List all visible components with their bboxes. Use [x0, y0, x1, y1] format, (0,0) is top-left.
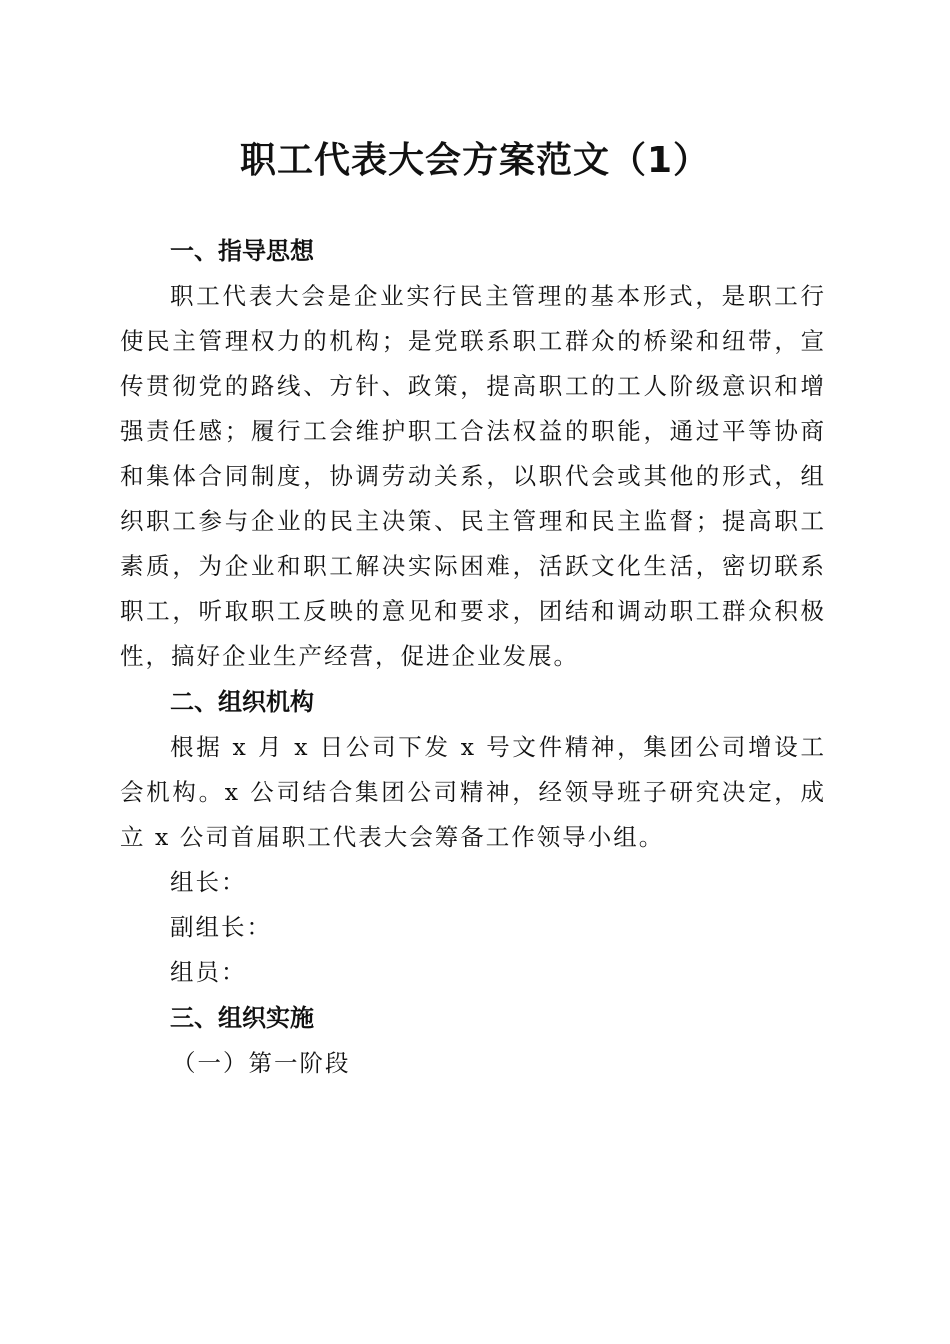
deputy-leader-line: 副组长： — [170, 913, 272, 941]
section-heading-organization: 二、组织机构 — [170, 688, 314, 716]
section-paragraph-guiding-ideology: 职工代表大会是企业实行民主管理的基本形式，是职工行使民主管理权力的机构；是党联系职工群众的桥梁和纽带，宣传贯彻党的路线、方针、政策，提高职工的工人阶级意识和增强责任感；履行工会维护职工合法权益的职能，通过平等协商和集体合同制度，协调劳动关系，以职代会或其他的形式，组织职工参与企业的民主决策、民主管理和民主监督；提高职工素质，为企业和职工解决实际困难，活跃文化生活，密切联系职工，听取职工反映的意见和要求，团结和调动职工群众积极性，搞好企业生产经营，促进企业发展。 — [120, 282, 826, 670]
section-paragraph-organization: 根据 x 月 x 日公司下发 x 号文件精神，集团公司增设工会机构。x 公司结合集团公司精神，经领导班子研究决定，成立 x 公司首届职工代表大会筹备工作领导小组。 — [120, 733, 826, 851]
section-heading-implementation: 三、组织实施 — [170, 1004, 314, 1032]
document-title: 职工代表大会方案范文（1） — [239, 140, 711, 181]
subsection-first-stage: （一）第一阶段 — [172, 1049, 351, 1077]
section-heading-guiding-ideology: 一、指导思想 — [170, 237, 314, 265]
group-members-line: 组员： — [170, 958, 247, 986]
group-leader-line: 组长： — [170, 868, 247, 896]
document-body — [120, 228, 826, 1086]
